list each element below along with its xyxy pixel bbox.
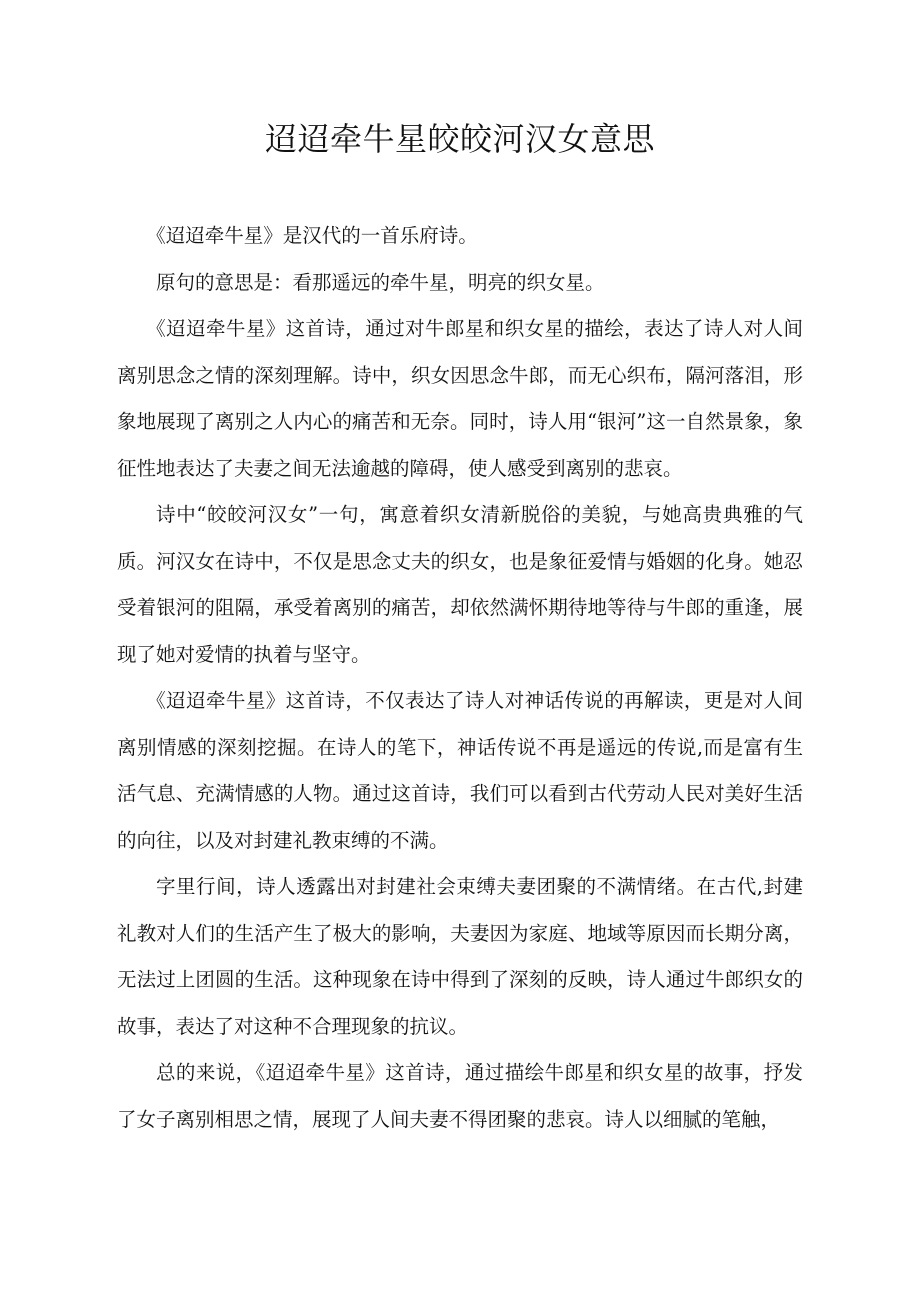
paragraph-2: 原句的意思是：看那遥远的牵牛星，明亮的织女星。 xyxy=(156,270,605,294)
paragraph-6: 字里行间，诗人透露出对封建社会束缚夫妻团聚的不满情绪。在古代,封建礼教对人们的生活产生了极大的影响，夫妻因为家庭、地域等原因而长期分离，无法过上团圆的生活。这种现象在诗中得到了深刻的反映，诗人通过牛郎织女的故事，表达了对这种不合理现象的抗议。 xyxy=(117,875,803,1038)
document-body xyxy=(117,213,803,1143)
paragraph-1: 《迢迢牵牛星》是汉代的一首乐府诗。 xyxy=(146,224,478,247)
document-title: 迢迢牵牛星皎皎河汉女意思 xyxy=(264,120,655,158)
paragraph-3: 《迢迢牵牛星》这首诗，通过对牛郎星和织女星的描绘，表达了诗人对人间离别思念之情的深刻理解。诗中，织女因思念牛郎，而无心织布，隔河落泪，形象地展现了离别之人内心的痛苦和无奈。同时，诗人用“银河”这一自然景象，象征性地表达了夫妻之间无法逾越的障碍，使人感受到离别的悲哀。 xyxy=(117,317,803,480)
paragraph-5: 《迢迢牵牛星》这首诗，不仅表达了诗人对神话传说的再解读，更是对人间离别情感的深刻挖掘。在诗人的笔下，神话传说不再是遥远的传说,而是富有生活气息、充满情感的人物。通过这首诗，我们可以看到古代劳动人民对美好生活的向往，以及对封建礼教束缚的不满。 xyxy=(117,689,803,852)
paragraph-7: 总的来说，《迢迢牵牛星》这首诗，通过描绘牛郎星和织女星的故事，抒发了女子离别相思之情，展现了人间夫妻不得团聚的悲哀。诗人以细腻的笔触， xyxy=(117,1061,803,1131)
paragraph-4: 诗中“皎皎河汉女”一句，寓意着织女清新脱俗的美貌，与她高贵典雅的气质。河汉女在诗中，不仅是思念丈夫的织女，也是象征爱情与婚姻的化身。她忍受着银河的阻隔，承受着离别的痛苦，却依然满怀期待地等待与牛郎的重逢，展现了她对爱情的执着与坚守。 xyxy=(117,503,803,666)
